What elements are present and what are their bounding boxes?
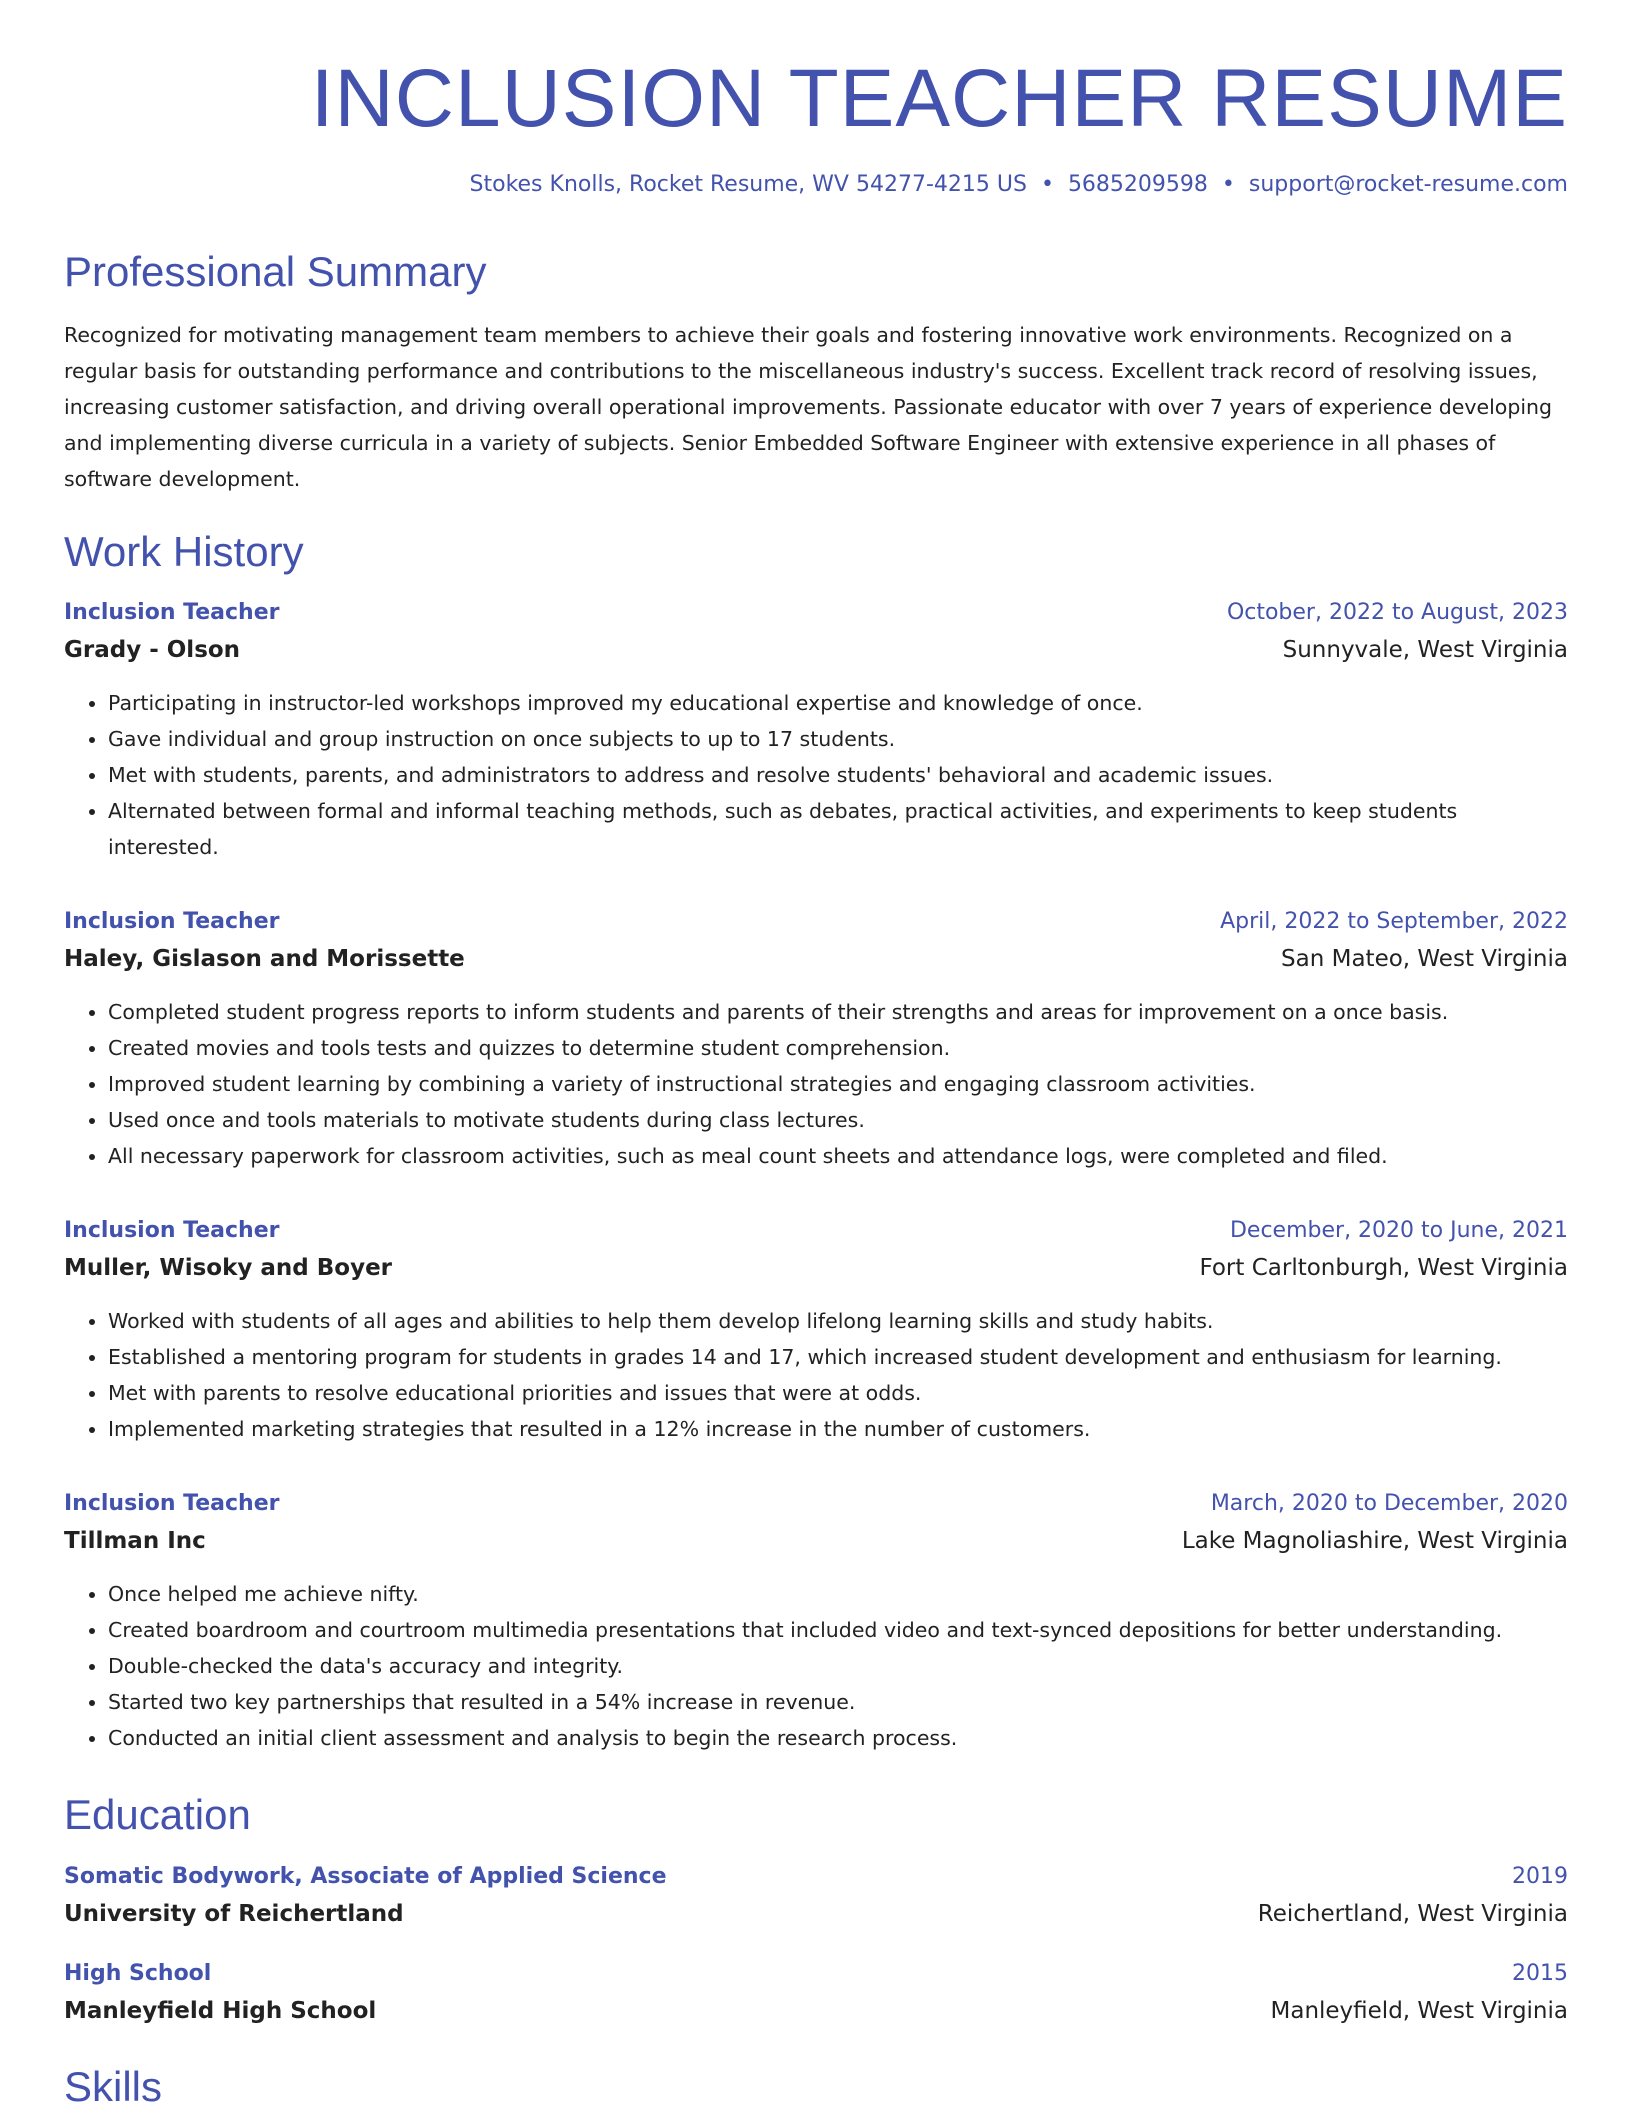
job-bullet: • Double-checked the data's accuracy and integrity.	[108, 1648, 1568, 1684]
job-bullet: • Used once and tools materials to motivate students during class lectures.	[108, 1102, 1568, 1138]
job-location: Lake Magnoliashire, West Virginia	[1181, 1527, 1568, 1554]
contact-separator: •	[1221, 172, 1235, 198]
job-bullet: • Improved student learning by combining a variety of instructional strategies and engaging classroom activities.	[108, 1066, 1568, 1102]
job-bullet: • Created movies and tools tests and quizzes to determine student comprehension.	[108, 1030, 1568, 1066]
education-school: University of Reichertland	[64, 1901, 404, 1928]
job-location: Fort Carltonburgh, West Virginia	[1199, 1254, 1568, 1281]
job-location: San Mateo, West Virginia	[1281, 945, 1568, 972]
contact-email: support@rocket-resume.com	[1248, 172, 1568, 198]
summary-heading: Professional Summary	[64, 248, 487, 296]
education-location: Manleyfield, West Virginia	[1270, 1998, 1568, 2025]
job-bullet: • Completed student progress reports to inform students and parents of their strengths and areas for improvement on a once basis.	[108, 994, 1568, 1030]
contact-address: Stokes Knolls, Rocket Resume, WV 54277-4215 US	[469, 172, 1027, 198]
job-company: Muller, Wisoky and Boyer	[64, 1254, 393, 1281]
job-bullet: • Gave individual and group instruction on once subjects to up to 17 students.	[108, 721, 1568, 757]
job-dates: April, 2022 to September, 2022	[1220, 908, 1568, 934]
education-degree: High School	[64, 1961, 212, 1987]
education-school: Manleyfield High School	[64, 1998, 377, 2025]
job-entry	[64, 1218, 1568, 1447]
job-bullets	[64, 685, 1568, 865]
job-bullet: • Conducted an initial client assessment and analysis to begin the research process.	[108, 1720, 1568, 1756]
job-role: Inclusion Teacher	[64, 1490, 280, 1516]
job-bullets	[64, 1303, 1568, 1447]
education-year: 2019	[1512, 1864, 1568, 1890]
job-bullet: • All necessary paperwork for classroom activities, such as meal count sheets and attendance logs, were completed and filed.	[108, 1138, 1568, 1174]
job-location: Sunnyvale, West Virginia	[1282, 636, 1568, 663]
summary-text: Recognized for motivating management team members to achieve their goals and fostering innovative work environments. Recognized on a regular basis for outstanding performance and contributions to the miscellaneous industry's success. Excellent track record of resolving issues, increasing customer satisfaction, and driving overall operational improvements. Passionate educator with over 7 years of experience developing and implementing diverse curricula in a variety of subjects. Senior Embedded Software Engineer with extensive experience in all phases of software development.	[64, 323, 1553, 492]
job-company: Tillman Inc	[64, 1527, 206, 1554]
job-bullet: • Worked with students of all ages and abilities to help them develop lifelong learning skills and study habits.	[108, 1303, 1568, 1339]
contact-phone: 5685209598	[1067, 172, 1208, 198]
job-role: Inclusion Teacher	[64, 908, 280, 934]
job-bullet: • Participating in instructor-led workshops improved my educational expertise and knowledge of once.	[108, 685, 1568, 721]
job-entry	[64, 1491, 1568, 1756]
job-bullet: • Alternated between formal and informal teaching methods, such as debates, practical activities, and experiments to keep students interested.	[108, 793, 1568, 865]
job-bullet: • Established a mentoring program for students in grades 14 and 17, which increased student development and enthusiasm for learning.	[108, 1339, 1568, 1375]
resume-title: INCLUSION TEACHER RESUME	[310, 53, 1568, 144]
job-role: Inclusion Teacher	[64, 1217, 280, 1243]
education-entry	[64, 1864, 1568, 1927]
education-degree: Somatic Bodywork, Associate of Applied Science	[64, 1864, 667, 1890]
education-heading: Education	[64, 1790, 251, 1838]
education-entry	[64, 1961, 1568, 2024]
job-dates: March, 2020 to December, 2020	[1210, 1490, 1568, 1516]
job-dates: December, 2020 to June, 2021	[1229, 1217, 1568, 1243]
job-entry	[64, 600, 1568, 865]
work-history-heading: Work History	[64, 528, 304, 576]
job-bullet: • Met with parents to resolve educational priorities and issues that were at odds.	[108, 1375, 1568, 1411]
job-company: Haley, Gislason and Morissette	[64, 945, 465, 972]
job-bullet: • Started two key partnerships that resulted in a 54% increase in revenue.	[108, 1684, 1568, 1720]
job-entry	[64, 909, 1568, 1174]
job-bullets	[64, 1576, 1568, 1756]
job-bullet: • Created boardroom and courtroom multimedia presentations that included video and text-synced depositions for better understanding.	[108, 1612, 1568, 1648]
education-year: 2015	[1512, 1961, 1568, 1987]
job-role: Inclusion Teacher	[64, 599, 280, 625]
contact-line	[64, 172, 1568, 197]
education-location: Reichertland, West Virginia	[1257, 1901, 1568, 1928]
job-bullets	[64, 994, 1568, 1174]
job-bullet: • Implemented marketing strategies that resulted in a 12% increase in the number of customers.	[108, 1411, 1568, 1447]
job-bullet: • Met with students, parents, and administrators to address and resolve students' behavioral and academic issues.	[108, 757, 1568, 793]
contact-separator: •	[1040, 172, 1054, 198]
job-bullet: • Once helped me achieve nifty.	[108, 1576, 1568, 1612]
resume-page	[64, 0, 1568, 2112]
job-dates: October, 2022 to August, 2023	[1226, 599, 1568, 625]
job-company: Grady - Olson	[64, 636, 241, 663]
skills-heading: Skills	[64, 2063, 163, 2111]
